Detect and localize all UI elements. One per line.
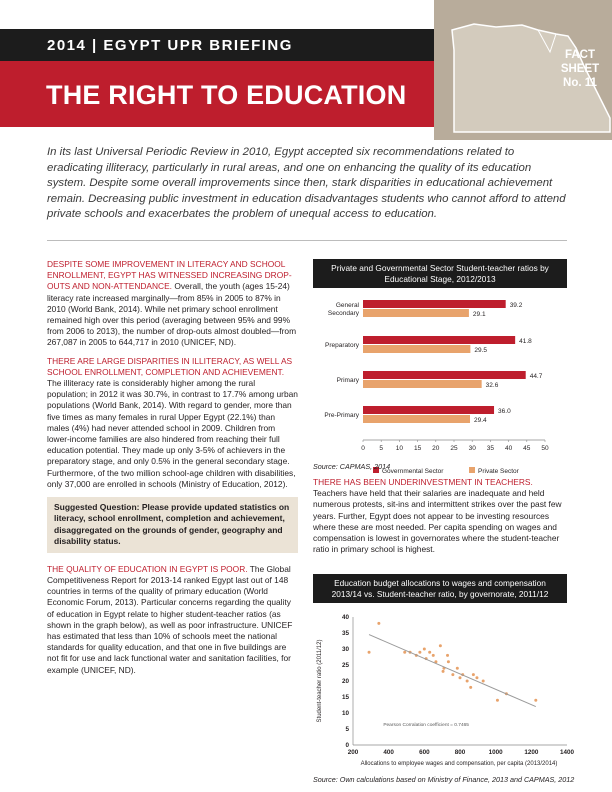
paragraph-dropouts <box>47 259 298 349</box>
bar-value-label: 29.4 <box>474 417 487 424</box>
bar-x-tick-label: 25 <box>450 445 458 452</box>
body-quality: The Global Competitiveness Report for 2013-14 ranked Egypt last out of 148 countries in terms of the quality of primary education (World Economic Forum, 2013). Particular concerns regarding the quality of education in Egypt relate to higher student-teacher ratios (as shown in the graph below), as well as poor infrastructure. UNICEF has estimated that less than 10% of schools meet the national standards for quality education, and that one in five buildings are not fit for use and lack functional water and sanitation facilities, for example (UNICEF, ND). <box>47 563 293 675</box>
paragraph-disparities <box>47 356 298 490</box>
bar-gov <box>363 336 515 344</box>
scatter-x-tick-label: 1000 <box>488 749 503 756</box>
body-disparities: The illiteracy rate is considerably higher among the rural population; in 2012 it was 30.7%, in contrast to 17.7% among urban populations (World Bank, 2014). With regard to gender, more than five times as many females in rural Upper Egypt (22.1%) than males (4%) had never attended school in 2009. Children from lower-income families are also hindered from reaching their full education potential. They made up only 3-5% of achievers in the preparatory stage, and only 0.5% in the general secondary stage. Furthermore, of the two million school-age children with disabilities, only 37,000 are enrolled in schools (Ministry of Education, 2012). <box>47 378 298 489</box>
scatter-x-tick-label: 400 <box>383 749 394 756</box>
right-column-text <box>313 477 567 555</box>
bar-x-tick-label: 50 <box>541 445 549 452</box>
bar-x-tick-label: 5 <box>379 445 384 452</box>
bar-value-label: 36.0 <box>498 408 511 415</box>
bar-chart <box>313 259 567 482</box>
paragraph-quality <box>47 564 298 676</box>
scatter-x-tick-label: 600 <box>419 749 430 756</box>
scatter-point <box>459 676 462 679</box>
bar-chart-source: Source: CAPMAS, 2014 <box>313 462 391 471</box>
scatter-y-label: Student-teacher ratio (2011/12) <box>317 639 323 723</box>
bar-value-label: 41.8 <box>519 338 532 345</box>
scatter-y-tick-label: 35 <box>341 630 349 637</box>
scatter-x-tick-label: 200 <box>347 749 359 756</box>
left-column <box>47 259 298 683</box>
scatter-point <box>469 686 472 689</box>
fact-sheet-line-3: No. 11 <box>563 77 597 89</box>
fact-sheet-label <box>552 48 608 90</box>
scatter-y-tick-label: 0 <box>345 742 349 749</box>
bar-x-tick-label: 15 <box>413 445 422 452</box>
scatter-chart <box>313 574 575 770</box>
scatter-point <box>423 648 426 651</box>
scatter-point <box>466 680 469 683</box>
scatter-x-tick-label: 1200 <box>524 749 539 756</box>
scatter-point <box>482 680 485 683</box>
scatter-y-tick-label: 30 <box>341 646 349 653</box>
bar-x-tick-label: 10 <box>395 445 404 452</box>
heading-disparities: THERE ARE LARGE DISPARITIES IN ILLITERACY, AS WELL AS SCHOOL ENROLLMENT, COMPLETION AND ACHIEVEMENT. <box>47 355 293 377</box>
scatter-point <box>377 622 380 625</box>
scatter-chart-title: Education budget allocations to wages and compensation 2013/14 vs. Student-teacher ratio, by governorate, 2011/12 <box>313 574 567 603</box>
scatter-y-tick-label: 25 <box>341 662 349 669</box>
scatter-point <box>418 651 421 654</box>
scatter-point <box>451 673 454 676</box>
scatter-point <box>439 644 442 647</box>
heading-dropouts: DESPITE SOME IMPROVEMENT IN LITERACY AND SCHOOL ENROLLMENT, EGYPT HAS WITNESSED INCREASING DROP-OUTS AND NON-ATTENDANCE. <box>47 259 292 292</box>
scatter-point <box>447 660 450 663</box>
bar-value-label: 29.5 <box>474 347 488 354</box>
bar-gov <box>363 300 506 308</box>
bar-value-label: 44.7 <box>529 373 543 380</box>
scatter-y-tick-label: 5 <box>345 726 349 733</box>
bar-gov <box>363 371 526 379</box>
scatter-y-tick-label: 40 <box>341 614 349 621</box>
bar-value-label: 32.6 <box>485 382 499 389</box>
bar-category-label: Pre-Primary <box>324 412 359 419</box>
fact-sheet-line-1: FACT <box>564 49 596 61</box>
bar-category-label: Preparatory <box>325 342 359 349</box>
bar-value-label: 29.1 <box>472 311 486 318</box>
bar-legend-label: Private Sector <box>478 468 519 475</box>
bar-category-label: Secondary <box>327 310 359 317</box>
bar-priv <box>363 309 469 317</box>
scatter-point <box>475 676 478 679</box>
fact-sheet-line-2: SHEET <box>560 63 600 75</box>
bar-x-tick-label: 0 <box>361 445 365 452</box>
intro-paragraph: In its last Universal Periodic Review in 2010, Egypt accepted six recommendations related to eradicating illiteracy, particularly in rural areas, and one on enhancing the quality of its education system. Despite some overall improvements since then, stark disparities in educational achievement remain. Decreasing public investment in education disadvantages students who cannot afford to attend private schools and exacerbates the problem of unequal access to education. <box>47 146 566 220</box>
bar-x-tick-label: 40 <box>504 445 513 452</box>
bar-x-tick-label: 35 <box>486 445 495 452</box>
scatter-point <box>432 654 435 657</box>
scatter-point <box>456 667 459 670</box>
scatter-point <box>428 651 431 654</box>
scatter-point <box>496 699 499 702</box>
suggested-question: Suggested Question: Please provide updated statistics on literacy, school enrollment, completion and achievement, disaggregated on the grounds of gender, geography and disability status. <box>47 497 298 553</box>
scatter-point <box>446 654 449 657</box>
bar-category-label: General <box>335 302 359 309</box>
bar-priv <box>363 380 482 388</box>
bar-chart-title: Private and Governmental Sector Student-teacher ratios by Educational Stage, 2012/2013 <box>313 259 567 288</box>
bar-x-tick-label: 45 <box>523 445 531 452</box>
scatter-point <box>368 651 371 654</box>
heading-quality: THE QUALITY OF EDUCATION IN EGYPT IS POOR. <box>47 563 248 574</box>
scatter-trendline <box>369 635 536 707</box>
page-title: THE RIGHT TO EDUCATION <box>46 80 407 110</box>
scatter-chart-svg <box>313 603 585 770</box>
heading-underinvestment: THERE HAS BEEN UNDERINVESTMENT IN TEACHERS. <box>313 477 533 487</box>
scatter-x-label: Allocations to employee wages and compensation, per capita (2013/2014) <box>360 761 558 767</box>
bar-legend-label: Governmental Sector <box>382 468 444 475</box>
scatter-point <box>472 673 475 676</box>
bar-x-tick-label: 30 <box>468 445 476 452</box>
bar-legend-swatch <box>469 467 475 473</box>
bar-priv <box>363 415 470 423</box>
scatter-y-tick-label: 10 <box>341 710 349 717</box>
scatter-annotation: Pearson Corralation coefficient = 0.7465 <box>383 722 469 728</box>
body-dropouts: Overall, the youth (ages 15-24) literacy rate increased marginally—from 85% in 2005 to 87% in 2010 (World Bank, 2014). While net primary school enrollment remained high over this period (averaging between 95% and 99% from 2006 to 2013), the number of drop-outs almost doubled—from 267,087 in 2005 to 644,717 in 2010 (UNICEF, ND). <box>47 281 297 348</box>
scatter-x-tick-label: 1400 <box>559 749 575 756</box>
scatter-point <box>403 651 406 654</box>
bar-value-label: 39.2 <box>509 302 523 309</box>
briefing-title: 2014 | EGYPT UPR BRIEFING <box>47 37 293 54</box>
scatter-y-tick-label: 20 <box>341 678 349 685</box>
bar-category-label: Primary <box>336 377 359 384</box>
scatter-x-tick-label: 800 <box>454 749 466 756</box>
bar-priv <box>363 345 470 353</box>
scatter-point <box>442 670 445 673</box>
scatter-chart-source: Source: Own calculations based on Ministry of Finance, 2013 and CAPMAS, 2012 <box>313 775 575 784</box>
bar-gov <box>363 406 494 414</box>
scatter-y-tick-label: 15 <box>341 694 349 701</box>
bar-x-tick-label: 20 <box>432 445 440 452</box>
section-divider <box>47 240 567 241</box>
scatter-point <box>534 699 537 702</box>
body-underinvestment: Teachers have held that their salaries are inadequate and held numerous protests, sit-ins and intermittent strikes over the past few years. Further, Egypt does not appear to be investing resources where these are most needed. Per capita spending on wages and compensation is lowest in governorates where the student-teacher ratio in primary school is highest. <box>313 488 562 555</box>
bar-chart-svg <box>313 288 567 482</box>
